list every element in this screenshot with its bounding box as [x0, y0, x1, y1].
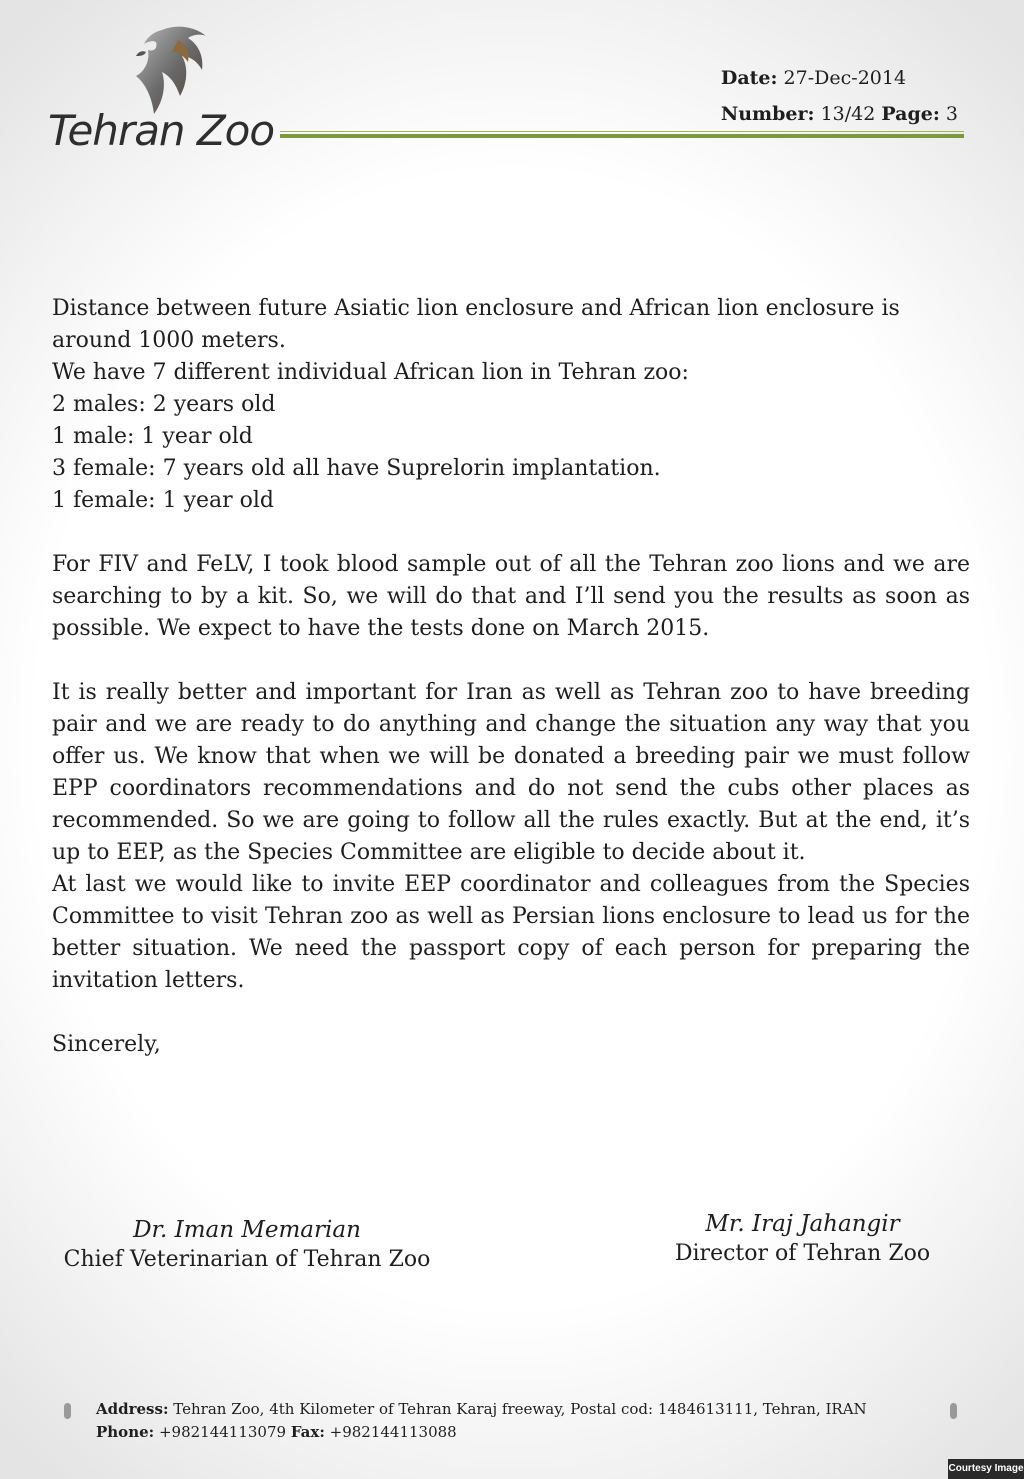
- address-line: [96, 1398, 867, 1421]
- number-line: [721, 96, 958, 132]
- logo-wordmark: Tehran Zoo: [48, 106, 275, 155]
- letter-meta: [721, 60, 958, 132]
- page-value: 3: [939, 103, 958, 125]
- body-line: around 1000 meters.: [52, 328, 286, 353]
- signatory-title-right: Director of Tehran Zoo: [674, 1241, 931, 1266]
- phone-value: +982144113079: [154, 1423, 291, 1441]
- signatory-title-left: Chief Veterinarian of Tehran Zoo: [63, 1247, 431, 1272]
- page-label: Page:: [881, 103, 940, 125]
- body-line: 1 female: 1 year old: [52, 488, 275, 513]
- date-label: Date:: [720, 67, 778, 89]
- header-divider: [280, 134, 964, 138]
- closing: Sincerely,: [52, 1032, 161, 1057]
- address-value: Tehran Zoo, 4th Kilometer of Tehran Karaj freeway, Postal cod: 1484613111, Tehran, IRAN: [168, 1400, 867, 1418]
- footer-bullet-left-icon: [64, 1403, 71, 1419]
- paragraph-gap: [52, 997, 970, 1029]
- paragraph-invitation: At last we would like to invite EEP coordinator and colleagues from the Species Committee to visit Tehran zoo as well as Persian lions enclosure to lead us for the better situation. We need the passport copy of each person for preparing the invitation letters.: [52, 872, 970, 993]
- fax-value: +982144113088: [324, 1423, 457, 1441]
- number-label: Number:: [720, 103, 815, 125]
- body-line: Distance between future Asiatic lion enclosure and African lion enclosure is: [52, 296, 900, 321]
- contact-line: [96, 1421, 867, 1444]
- courtesy-badge: Courtesy Image: [948, 1459, 1024, 1479]
- date-line: [721, 60, 958, 96]
- paragraph-fiv-felv: For FIV and FeLV, I took blood sample out of all the Tehran zoo lions and we are searching to by a kit. So, we will do that and I’ll send you the results as soon as possible. We expect to have the tests done on March 2015.: [52, 552, 970, 641]
- paragraph-breeding-pair: It is really better and important for Iran as well as Tehran zoo to have breeding pair and we are ready to do anything and change the situation any way that you offer us. We know that when we will be donated a breeding pair we must follow EPP coordinators recommendations and do not send the cubs other places as recommended. So we are going to follow all the rules exactly. But at the end, it’s up to EEP, as the Species Committee are eligible to decide about it.: [52, 680, 970, 865]
- signature-left: [52, 1215, 442, 1275]
- lion-head-icon: [132, 22, 222, 118]
- number-value: 13/42: [814, 103, 882, 125]
- signatory-name-left: Dr. Iman Memarian: [133, 1217, 361, 1243]
- body-line: We have 7 different individual African lion in Tehran zoo:: [52, 360, 689, 385]
- letterhead-footer: [96, 1398, 867, 1444]
- body-line: 1 male: 1 year old: [52, 424, 253, 449]
- footer-bullet-right-icon: [950, 1403, 957, 1419]
- body-line: 3 female: 7 years old all have Suprelorin implantation.: [52, 456, 661, 481]
- date-value: 27-Dec-2014: [777, 67, 907, 89]
- signatory-name-right: Mr. Iraj Jahangir: [705, 1211, 900, 1237]
- tehran-zoo-logo: [44, 22, 276, 162]
- body-line: 2 males: 2 years old: [52, 392, 276, 417]
- letter-body: [52, 293, 970, 1061]
- signature-right: [665, 1209, 940, 1269]
- fax-label: Fax:: [290, 1423, 325, 1441]
- paragraph-gap: [52, 645, 970, 677]
- paragraph-gap: [52, 517, 970, 549]
- address-label: Address:: [96, 1400, 169, 1418]
- phone-label: Phone:: [96, 1423, 155, 1441]
